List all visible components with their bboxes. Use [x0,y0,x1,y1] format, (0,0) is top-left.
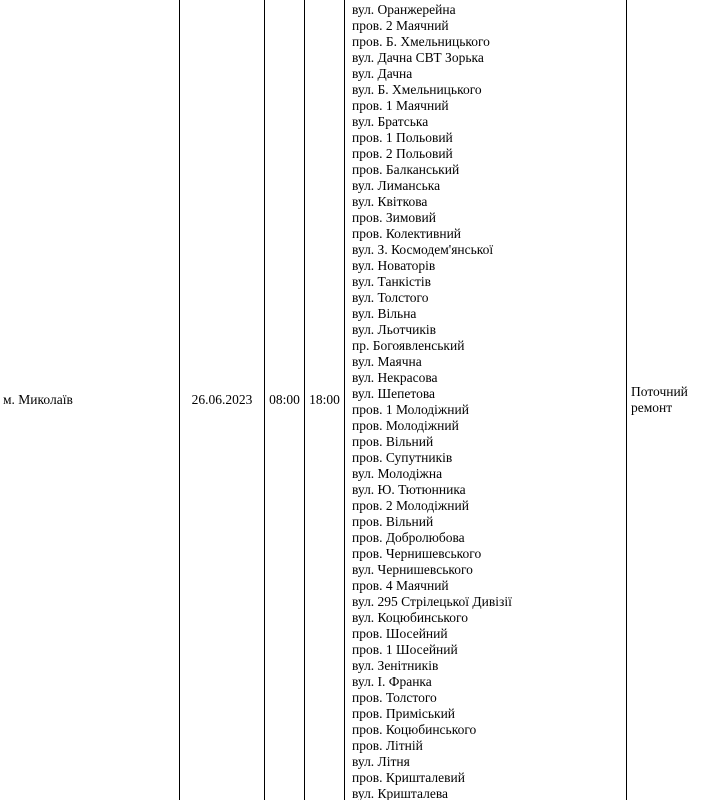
street-item: вул. Шепетова [352,386,436,401]
street-item: вул. Братська [352,114,429,129]
street-item: пров. 2 Польовий [352,146,453,161]
street-item: вул. Дачна СВТ Зорька [352,50,484,65]
street-item: пров. Приміський [352,706,456,721]
end-time-text: 18:00 [309,392,340,407]
street-item: пров. Чернишевського [352,546,482,561]
street-item: вул. Новаторів [352,258,436,273]
street-item: пров. Коцюбинського [352,722,477,737]
street-item: вул. 295 Стрілецької Дивізії [352,594,512,609]
end-time-cell [305,0,345,800]
street-item: пров. 2 Маячний [352,18,449,33]
street-item: вул. З. Космодем'янської [352,242,494,257]
street-item: пров. 2 Молодіжний [352,498,469,513]
street-item: вул. Вільна [352,306,417,321]
street-item: вул. Маячна [352,354,422,369]
street-item: пров. Літній [352,738,423,753]
street-item: вул. Некрасова [352,370,438,385]
street-item: пров. Вільний [352,514,434,529]
street-item: вул. Толстого [352,290,429,305]
street-item: вул. Оранжерейна [352,2,456,17]
street-item: вул. Лиманська [352,178,441,193]
street-item: вул. І. Франка [352,674,432,689]
date-cell [180,0,265,800]
date-text: 26.06.2023 [191,392,253,407]
street-item: пров. Шосейний [352,626,448,641]
street-item: пров. 1 Польовий [352,130,453,145]
street-item: вул. Зенітників [352,658,439,673]
street-item: пров. Зимовий [352,210,436,225]
street-item: вул. Чернишевського [352,562,473,577]
work-type-text: Поточний ремонт [631,384,688,415]
street-item: вул. Ю. Тютюнника [352,482,466,497]
street-item: пров. Колективний [352,226,462,241]
city-text: м. Миколаїв [3,392,73,407]
street-item: пров. Толстого [352,690,437,705]
street-item: пров. Балканський [352,162,460,177]
work-type-cell [627,0,727,800]
city-cell [0,0,180,800]
street-item: пров. Кришталевий [352,770,465,785]
street-item: вул. Коцюбинського [352,610,468,625]
street-item: вул. Льотчиків [352,322,437,337]
street-item: пров. Б. Хмельницького [352,34,490,49]
street-item: пров. Супутників [352,450,453,465]
street-item: вул. Квіткова [352,194,428,209]
street-item: пров. Вільний [352,434,434,449]
street-item: пров. Молодіжний [352,418,459,433]
street-item: пров. 1 Молодіжний [352,402,469,417]
streets-cell [345,0,627,800]
street-item: пров. 1 Маячний [352,98,449,113]
street-item: пров. 1 Шосейний [352,642,458,657]
street-item: вул. Кришталева [352,786,449,800]
start-time-cell [265,0,305,800]
street-item: пр. Богоявленський [352,338,465,353]
street-item: вул. Б. Хмельницького [352,82,482,97]
street-item: пров. 4 Маячний [352,578,449,593]
street-item: вул. Дачна [352,66,413,81]
street-item: вул. Молодіжна [352,466,443,481]
street-item: вул. Танкістів [352,274,432,289]
start-time-text: 08:00 [269,392,300,407]
street-item: вул. Літня [352,754,410,769]
street-item: пров. Добролюбова [352,530,465,545]
